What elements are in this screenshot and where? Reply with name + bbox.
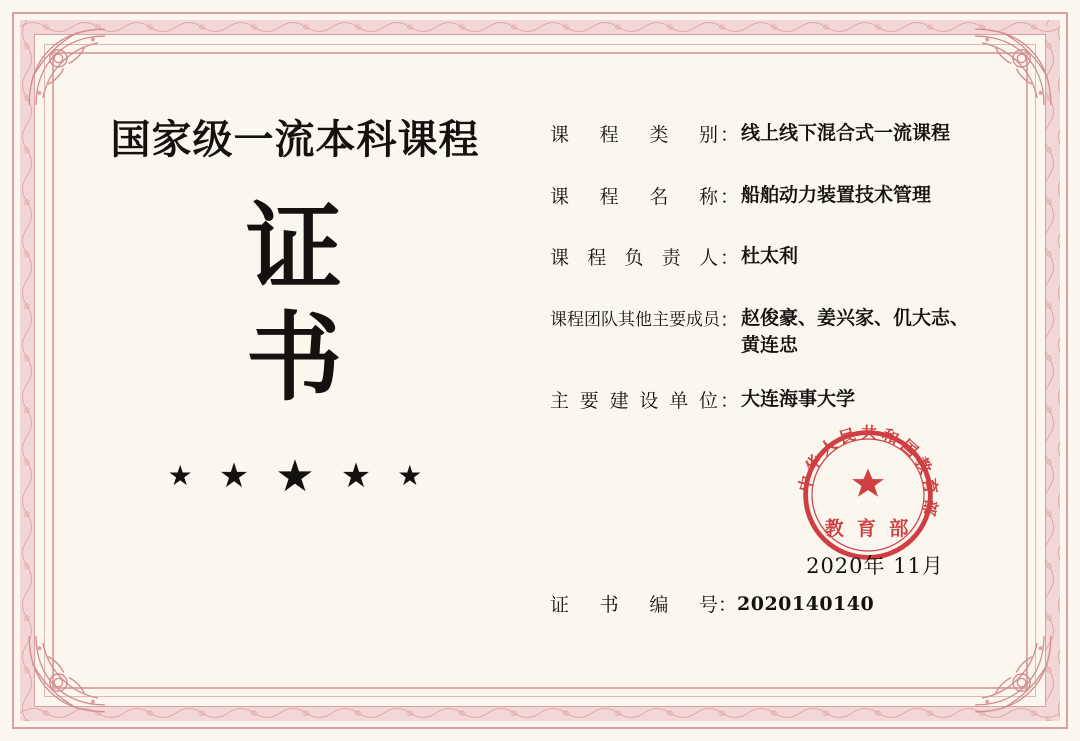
field-label: 课程负责人 [550,247,718,270]
field-value: 船舶动力装置技术管理 [741,183,932,206]
star-row [80,451,510,501]
serial-label: 证书编号 [550,594,718,616]
svg-text:中华人民共和国教育部: 中华人民共和国教育部 [795,422,942,522]
field-label: 课程名称 [550,185,718,208]
field-course-name [550,182,1020,210]
field-value: 线上线下混合式一流课程 [741,122,951,144]
field-value: 赵俊豪、姜兴家、仉大志、黄连忠 [741,306,970,357]
field-serial-number [550,590,874,617]
field-label: 课程类别 [550,124,718,146]
issue-date: 2020年 11月 [806,554,944,578]
field-institution [550,386,1020,414]
star-icon: ★ [340,457,372,495]
serial-colon: ： [718,595,738,616]
field-colon: ： [720,186,740,208]
title-block [80,108,510,499]
field-value: 大连海事大学 [741,387,856,410]
star-icon: ★ [397,460,423,492]
field-label: 主要建设单位 [550,389,718,412]
star-icon: ★ [167,460,193,492]
field-label: 课程团队其他主要成员 [550,309,720,330]
field-value: 杜太利 [741,245,799,268]
star-icon: ★ [275,451,315,501]
certificate-char-1: 证 [246,191,344,304]
details-block [550,120,1020,447]
field-colon: ： [720,390,740,412]
star-icon: ★ [218,457,250,495]
svg-text:教 育 部: 教 育 部 [824,517,912,540]
field-colon: ： [720,309,740,331]
serial-value: 2020140140 [737,592,875,615]
field-colon: ： [720,248,740,270]
field-course-category [550,120,1020,148]
field-team-members [550,305,1020,360]
certificate-word [80,191,510,414]
field-colon: ： [720,125,740,146]
certificate-char-2: 书 [246,300,344,414]
page-title: 国家级一流本科课程 [110,116,480,163]
certificate-content [60,60,1020,681]
field-course-leader [550,243,1020,271]
